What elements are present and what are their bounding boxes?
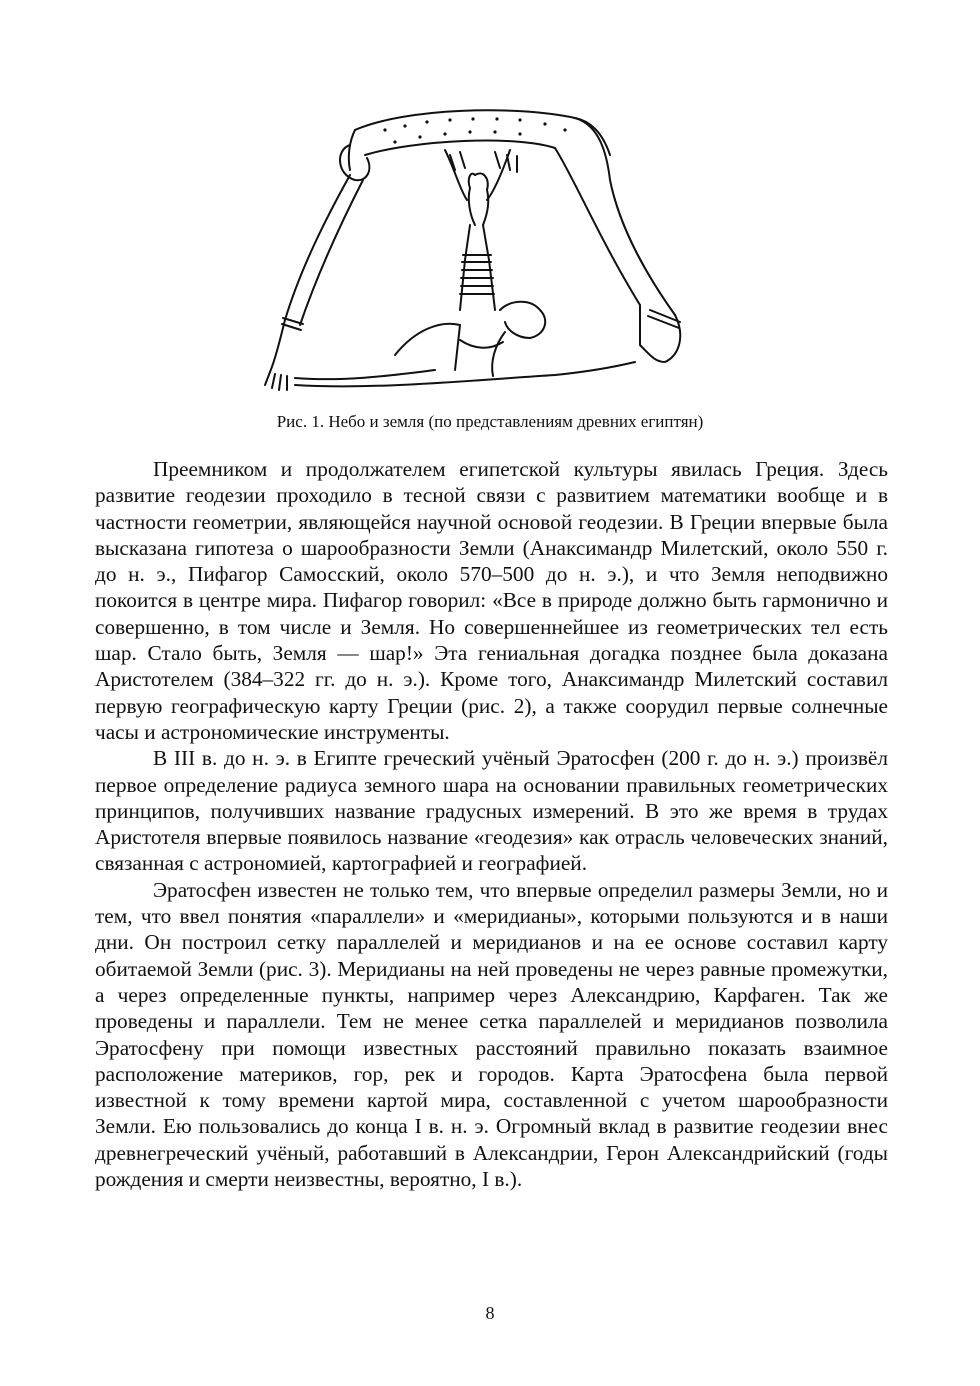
paragraph: Преемником и продолжателем египетской культуры явилась Греция. Здесь развитие геодезии проходило в тесной связи с развитием математики вообще и в частности геометрии, являющейся научной основой геодезии. В Греции впервые была высказана гипотеза о шарообразности Земли (Анаксимандр Милетский, около 550 г. до н. э., Пифагор Самосский, около 570–500 до н. э.), и что Земля неподвижно покоится в центре мира. Пифагор говорил: «Все в природе должно быть гармонично и совершенно, в том числе и Земля. Но совершеннейшее из геометрических тел есть шар. Стало быть, Земля — шар!» Эта гениальная догадка позднее была доказана Аристотелем (384–322 гг. до н. э.). Кроме того, Анаксимандр Милетский составил первую географическую карту Греции (рис. 2), а также соорудил первые солнечные часы и астрономические инструменты. bbox=[95, 457, 888, 744]
figure-caption: Рис. 1. Небо и земля (по представлениям древних египтян) bbox=[276, 412, 704, 431]
paragraph: Эратосфен известен не только тем, что впервые определил размеры Земли, но и тем, что ввел понятия «параллели» и «меридианы», которыми пользуются и в наши дни. Он построил сетку параллелей и меридианов и на ее основе составил карту обитаемой Земли (рис. 3). Меридианы на ней проведены не через равные промежутки, а через определенные пункты, например через Александрию, Карфаген. Так же проведены и параллели. Тем не менее сетка параллелей и меридианов позволила Эратосфену при помощи известных расстояний правильно показать взаимное расположение материков, гор, рек и городов. Карта Эратосфена была первой известной к тому времени картой мира, составленной с учетом шарообразности Земли. Ею пользовались до конца I в. н. э. Огромный вклад в развитие геодезии внес древнегреческий учёный, работавший в Александрии, Герон Александрийский (годы рождения и смерти неизвестны, вероятно, I в.). bbox=[95, 877, 888, 1192]
body-text bbox=[95, 456, 888, 1192]
paragraph: В III в. до н. э. в Египте греческий учёный Эратосфен (200 г. до н. э.) произвёл первое определение радиуса земного шара на основании правильных геометрических принципов, получивших название градусных измерений. В это же время в трудах Аристотеля впервые появилось название «геодезия» как отрасль человеческих знаний, связанная с астрономией, картографией и географией. bbox=[95, 746, 888, 876]
page-number: 8 bbox=[485, 1303, 495, 1323]
sky-goddess-drawing bbox=[255, 100, 715, 400]
figure-illustration bbox=[255, 100, 715, 400]
